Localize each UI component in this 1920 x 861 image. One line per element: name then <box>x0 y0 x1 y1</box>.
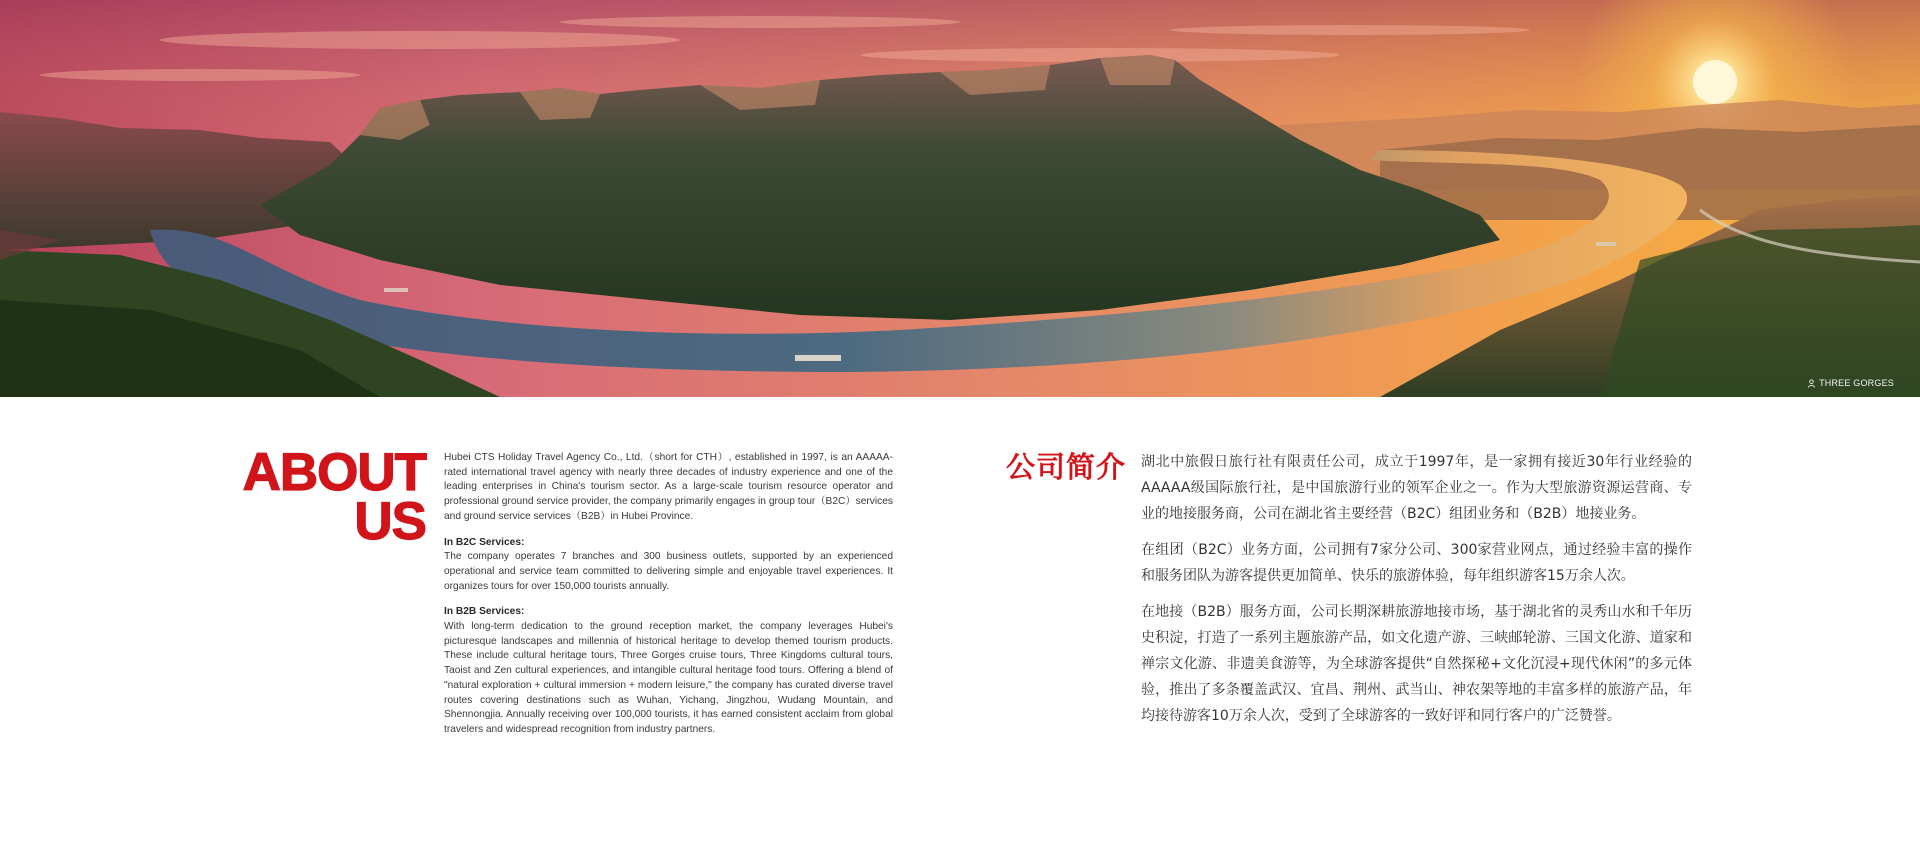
about-heading-line2: US <box>354 492 426 551</box>
cn-paragraph-2: 在组团（B2C）业务方面，公司拥有7家分公司、300家营业网点，通过经验丰富的操作和服务团队为游客提供更加简单、快乐的旅游体验，每年组织游客15万余人次。 <box>1141 542 1692 584</box>
chinese-description <box>1141 449 1692 739</box>
b2c-heading: In B2C Services: <box>444 536 525 548</box>
person-icon <box>1807 379 1816 388</box>
about-heading-line1: ABOUT <box>242 443 426 502</box>
hero-banner-photo <box>0 0 1920 397</box>
cn-paragraph-3: 在地接（B2B）服务方面，公司长期深耕旅游地接市场，基于湖北省的灵秀山水和千年历史积淀，打造了一系列主题旅游产品，如文化遗产游、三峡邮轮游、三国文化游、道家和禅宗文化游、非遗美食游等，为全球游客提供“自然探秘+文化沉浸+现代休闲”的多元体验，推出了多条覆盖武汉、宜昌、荆州、武当山、神农架等地的丰富多样的旅游产品，年均接待游客10万余人次，受到了全球游客的一致好评和同行客户的广泛赞誉。 <box>1141 604 1692 724</box>
about-us-heading <box>200 443 426 551</box>
b2b-heading: In B2B Services: <box>444 606 525 618</box>
photo-credit-text: THREE GORGES <box>1819 378 1894 388</box>
chinese-heading: 公司简介 <box>1006 450 1127 484</box>
b2c-paragraph: The company operates 7 branches and 300 business outlets, supported by an experienced operational and service team committed to delivering simple and enjoyable travel experiences. It organizes tours for over 150,000 tourists annually. <box>444 551 893 592</box>
photo-credit <box>1807 378 1894 388</box>
b2b-paragraph: With long-term dedication to the ground reception market, the company leverages Hubei's picturesque landscapes and millennia of historical heritage to develop themed tourism products. These include cultural heritage tours, Three Gorges cruise tours, Three Kingdoms cultural tours, Taoist and Zen cultural experiences, and intangible cultural heritage food tours. Offering a blend of "natural exploration + cultural immersion + modern leisure," the company has curated diverse travel routes covering destinations such as Wuhan, Yichang, Jingzhou, Wudang Mountain, and Shennongjia. Annually receiving over 100,000 tourists, it has earned consistent acclaim from global travelers and widespread recognition from industry partners. <box>444 621 893 735</box>
english-description <box>444 451 893 738</box>
intro-paragraph: Hubei CTS Holiday Travel Agency Co., Ltd.（short for CTH）, established in 1997, is an AAAAA-rated international travel agency with nearly three decades of industry experience and one of the leading enterprises in China's tourism sector. As a large-scale tourism resource operator and professional ground service provider, the company primarily engages in group tour（B2C）services and ground service services（B2B）in Hubei Province. <box>444 452 893 522</box>
cn-paragraph-1: 湖北中旅假日旅行社有限责任公司，成立于1997年，是一家拥有接近30年行业经验的AAAAA级国际旅行社，是中国旅游行业的领军企业之一。作为大型旅游资源运营商、专业的地接服务商，公司在湖北省主要经营（B2C）组团业务和（B2B）地接业务。 <box>1141 454 1692 522</box>
landscape-photo <box>0 0 1920 397</box>
